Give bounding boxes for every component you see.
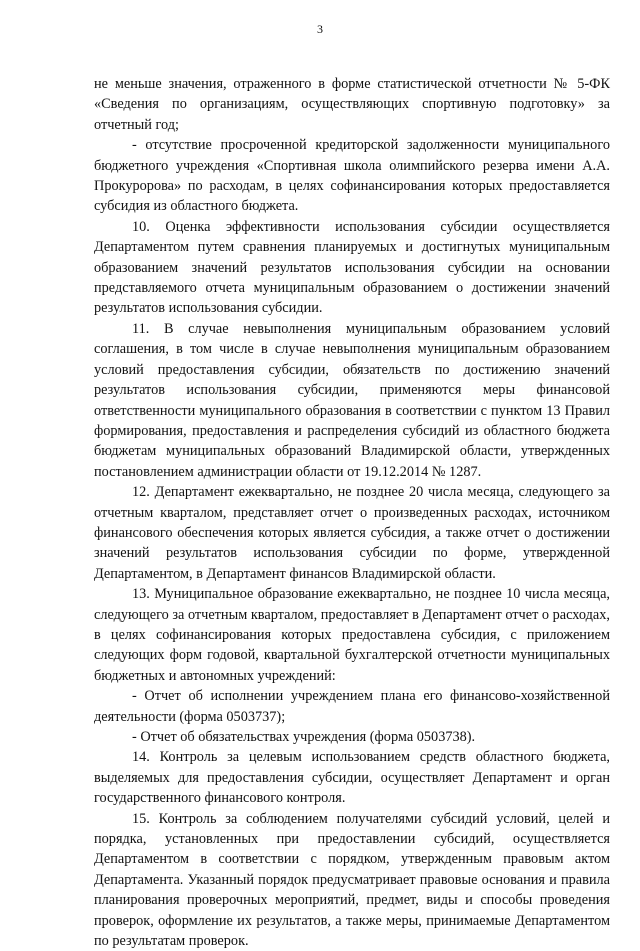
paragraph-14: 14. Контроль за целевым использованием средств областного бюджета, выделяемых для предоставления субсидии, осуществляет Департамент и орган государственного финансового контроля. xyxy=(94,749,610,807)
page-number: 3 xyxy=(317,22,323,36)
document-body xyxy=(94,74,610,951)
paragraph-report-0503738: - Отчет об обязательствах учреждения (форма 0503738). xyxy=(132,729,476,745)
paragraph-13: 13. Муниципальное образование ежеквартально, не позднее 10 числа месяца, следующего за отчетным кварталом, предоставляет в Департамент отчет о расходах, в целях софинансирования которых предоставлена субсидия, с приложением следующих форм годовой, квартальной бухгалтерской отчетности муниципальных бюджетных и автономных учреждений: xyxy=(94,586,610,684)
paragraph-report-0503737: - Отчет об исполнении учреждением плана его финансово-хозяйственной деятельности (форма 0503737); xyxy=(94,688,610,725)
paragraph-10: 10. Оценка эффективности использования субсидии осуществляется Департаментом путем сравнения планируемых и достигнутых муниципальным образованием значений результатов использования субсидии на основании представляемого отчета муниципальным образованием о достижении значений результатов использования субсидии. xyxy=(94,218,610,317)
paragraph-11: 11. В случае невыполнения муниципальным образованием условий соглашения, в том числе в случае невыполнения муниципальным образованием условий предоставления субсидии, обязательств по достижению значений результатов использования субсидии, применяются меры финансовой ответственности муниципального образования в соответствии с пунктом 13 Правил формирования, предоставления и распределения субсидий из областного бюджета бюджетам муниципальных образований Владимирской области, утвержденных постановлением администрации области от 19.12.2014 № 1287. xyxy=(94,320,610,480)
paragraph-continuation: не меньше значения, отраженного в форме статистической отчетности № 5-ФК «Сведения по организациям, осуществляющих спортивную подготовку» за отчетный год; xyxy=(94,76,610,133)
paragraph-15: 15. Контроль за соблюдением получателями субсидий условий, целей и порядка, установленных при предоставлении субсидий, осуществляется Департаментом в соответствии с порядком, утвержденным правовым актом Департамента. Указанный порядок предусматривает правовые основания и правила планирования проверочных мероприятий, предмет, виды и способы проведения проверок, оформление их результатов, а также меры, принимаемые Департаментом по результатам проверок. xyxy=(94,810,610,950)
paragraph-no-arrears: - отсутствие просроченной кредиторской задолженности муниципального бюджетного учреждения «Спортивная школа олимпийского резерва имени А.А. Прокуророва» по расходам, в целях софинансирования которых предоставляется субсидия из областного бюджета. xyxy=(94,137,610,215)
paragraph-12: 12. Департамент ежеквартально, не позднее 20 числа месяца, следующего за отчетным кварталом, представляет отчет о произведенных расходах, источником финансового обеспечения которых является субсидия, а также отчет о достижении значений результатов использования субсидии по форме, утвержденной Департаментом, в Департамент финансов Владимирской области. xyxy=(94,484,610,582)
